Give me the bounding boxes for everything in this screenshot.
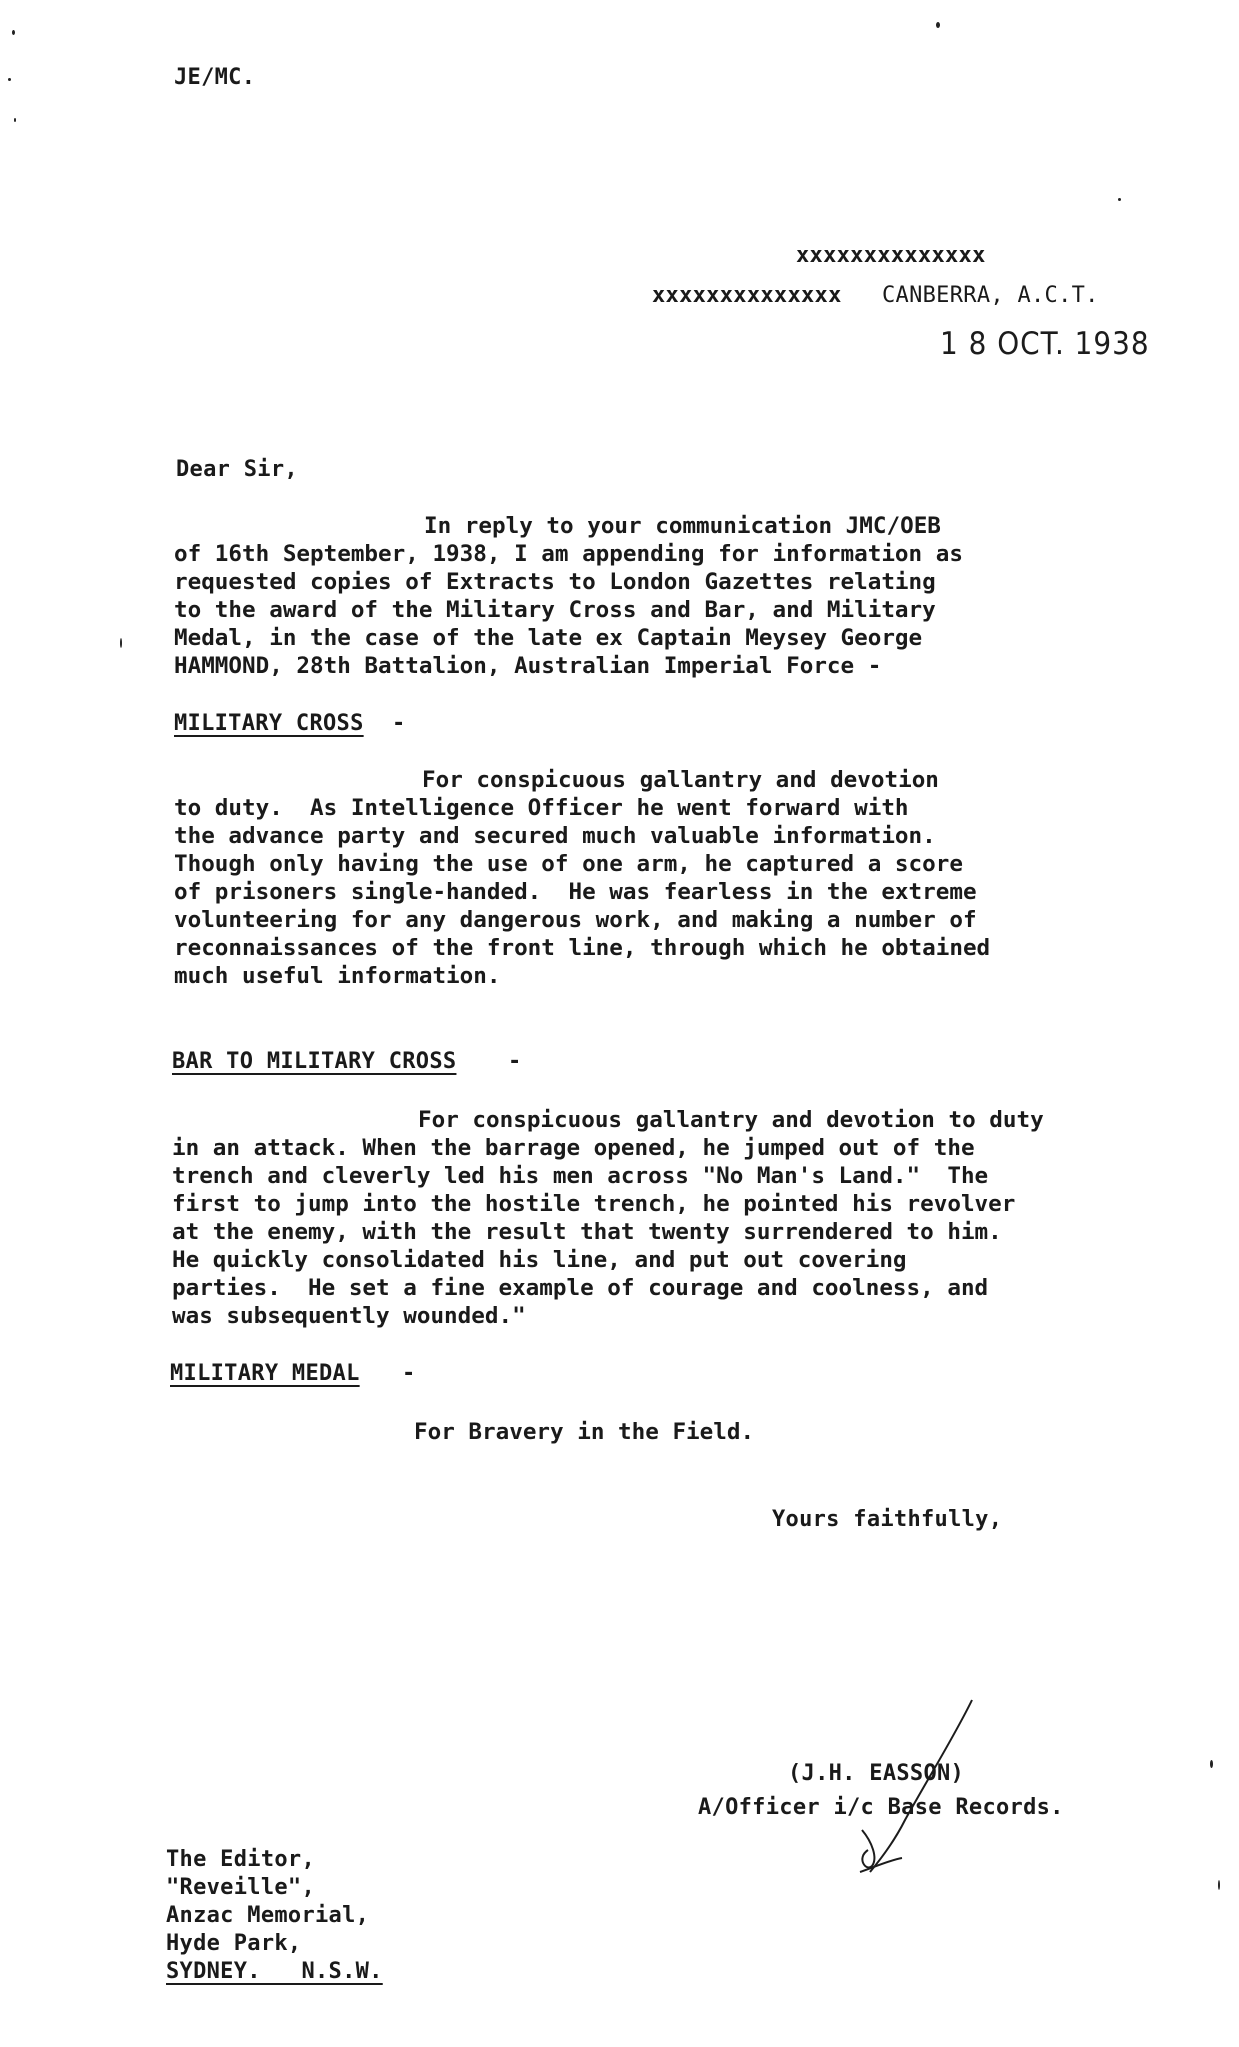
closing: Yours faithfully, bbox=[772, 1507, 1003, 1532]
struck-address-line-1: xxxxxxxxxxxxxx bbox=[796, 243, 986, 268]
citation-line: For conspicuous gallantry and devotion to duty bbox=[418, 1107, 1044, 1133]
signatory-title: A/Officer i/c Base Records. bbox=[698, 1795, 1064, 1820]
recipient-line: Anzac Memorial, bbox=[166, 1903, 370, 1928]
sender-place: CANBERRA, A.C.T. bbox=[882, 283, 1099, 308]
citation-line: Though only having the use of one arm, he captured a score bbox=[174, 851, 963, 877]
salutation: Dear Sir, bbox=[176, 457, 298, 482]
reference-code: JE/MC. bbox=[174, 65, 256, 90]
citation-line: the advance party and secured much valuable information. bbox=[174, 823, 936, 849]
intro-line: to the award of the Military Cross and Bar, and Military bbox=[174, 597, 936, 623]
citation-line: parties. He set a fine example of courage and coolness, and bbox=[172, 1275, 989, 1301]
heading-dash: - bbox=[508, 1049, 522, 1074]
section-heading-military-cross: MILITARY CROSS bbox=[174, 711, 364, 736]
citation-line: much useful information. bbox=[174, 963, 501, 989]
citation-line: to duty. As Intelligence Officer he went forward with bbox=[174, 795, 909, 821]
citation-line: was subsequently wounded." bbox=[172, 1303, 526, 1329]
date-stamp: 1 8 OCT. 1938 bbox=[940, 326, 1150, 362]
recipient-line: The Editor, bbox=[166, 1847, 315, 1872]
citation-line: For Bravery in the Field. bbox=[414, 1419, 755, 1445]
citation-line: volunteering for any dangerous work, and making a number of bbox=[174, 907, 977, 933]
citation-line: in an attack. When the barrage opened, he jumped out of the bbox=[172, 1135, 975, 1161]
section-heading-bar-to-military-cross: BAR TO MILITARY CROSS bbox=[172, 1049, 457, 1074]
citation-line: at the enemy, with the result that twenty surrendered to him. bbox=[172, 1219, 1002, 1245]
intro-line: In reply to your communication JMC/OEB bbox=[424, 513, 941, 539]
citation-line: trench and cleverly led his men across "No Man's Land." The bbox=[172, 1163, 989, 1189]
intro-line: HAMMOND, 28th Battalion, Australian Imperial Force - bbox=[174, 653, 882, 679]
citation-line: first to jump into the hostile trench, he pointed his revolver bbox=[172, 1191, 1016, 1217]
intro-line: Medal, in the case of the late ex Captain Meysey George bbox=[174, 625, 923, 651]
intro-line: of 16th September, 1938, I am appending for information as bbox=[174, 541, 963, 567]
recipient-line: "Reveille", bbox=[166, 1875, 315, 1900]
citation-line: For conspicuous gallantry and devotion bbox=[422, 767, 939, 793]
citation-line: of prisoners single-handed. He was fearless in the extreme bbox=[174, 879, 977, 905]
citation-line: He quickly consolidated his line, and put out covering bbox=[172, 1247, 907, 1273]
recipient-line: Hyde Park, bbox=[166, 1931, 302, 1956]
signatory-name: (J.H. EASSON) bbox=[788, 1761, 965, 1786]
intro-line: requested copies of Extracts to London Gazettes relating bbox=[174, 569, 936, 595]
heading-dash: - bbox=[402, 1361, 416, 1386]
section-heading-military-medal: MILITARY MEDAL bbox=[170, 1361, 360, 1386]
citation-line: reconnaissances of the front line, through which he obtained bbox=[174, 935, 991, 961]
heading-dash: - bbox=[392, 711, 406, 736]
recipient-line: SYDNEY. N.S.W. bbox=[166, 1959, 383, 1984]
struck-address-line-2: xxxxxxxxxxxxxx bbox=[652, 283, 842, 308]
